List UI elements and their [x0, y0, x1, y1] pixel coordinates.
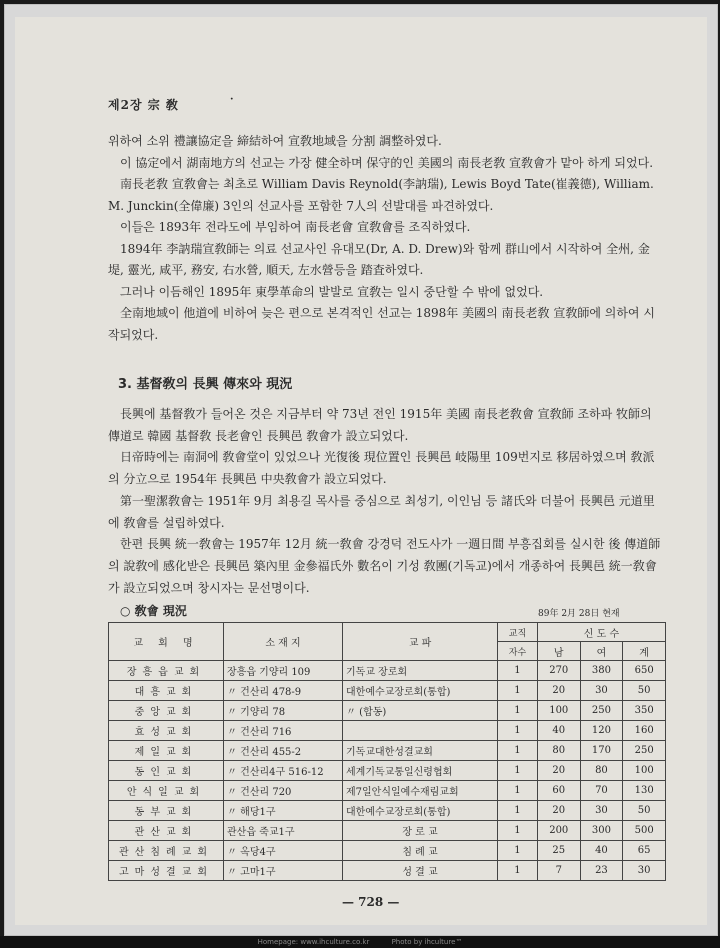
cell-total: 500 — [623, 821, 666, 841]
cell-pastors: 1 — [498, 801, 538, 821]
table-row — [109, 861, 666, 881]
cell-male: 25 — [537, 841, 580, 861]
cell-name: 관산침례교회 — [109, 841, 224, 861]
cell-pastors: 1 — [498, 721, 538, 741]
paragraph: 日帝時에는 南洞에 敎會堂이 있었으나 光復後 現位置인 長興邑 岐陽里 109번지로 移居하였으며 敎派의 分立으로 1954年 長興邑 中央敎會가 設立되었다. — [108, 450, 655, 487]
cell-female: 23 — [580, 861, 623, 881]
cell-male: 40 — [537, 721, 580, 741]
cell-female: 250 — [580, 701, 623, 721]
cell-male: 270 — [537, 661, 580, 681]
cell-total: 250 — [623, 741, 666, 761]
cell-total: 65 — [623, 841, 666, 861]
cell-pastors: 1 — [498, 681, 538, 701]
paragraph: 1894年 李訥瑞宣敎師는 의료 선교사인 유대모(Dr, A. D. Drew)와 함께 群山에서 시작하여 全州, 金堤, 靈光, 咸平, 務安, 右水營, 順天, 左水營등을 踏査하였다. — [108, 241, 650, 277]
table-row — [109, 801, 666, 821]
cell-name: 제일교회 — [109, 741, 224, 761]
cell-location: 관산읍 죽교1구 — [224, 821, 343, 841]
cell-female: 170 — [580, 741, 623, 761]
credit-bar — [0, 936, 720, 948]
paragraph: 南長老敎 宣敎會는 최초로 William Davis Reynold(李訥瑞), Lewis Boyd Tate(崔義德), William. M. Junckin(全偉廉) 3인의 선교사를 포함한 7人의 선발대를 파견하였다. — [108, 177, 654, 213]
cell-pastors: 1 — [498, 861, 538, 881]
cell-location: 〃 건산리 455-2 — [224, 741, 343, 761]
section-title: 3. 基督敎의 長興 傳來와 現況 — [118, 377, 293, 392]
cell-pastors: 1 — [498, 821, 538, 841]
cell-total: 100 — [623, 761, 666, 781]
header-name: 교 회 명 — [109, 623, 224, 661]
paragraph: 第一聖潔敎會는 1951年 9月 최용길 목사를 중심으로 최성기, 이인님 등 諸氏와 더불어 長興邑 元道里에 敎會를 설립하였다. — [108, 493, 655, 530]
table-date: 89年 2月 28日 현재 — [538, 609, 620, 619]
cell-denomination: 기독교 장로회 — [343, 661, 498, 681]
cell-denomination: 〃 (합동) — [343, 701, 498, 721]
cell-location: 〃 고마1구 — [224, 861, 343, 881]
cell-denomination: 성 결 교 — [343, 861, 498, 881]
cell-name: 중앙교회 — [109, 701, 224, 721]
paragraph: 위하여 소위 禮讓協定을 締結하여 宣敎地域을 分割 調整하였다. — [108, 134, 442, 148]
cell-total: 160 — [623, 721, 666, 741]
cell-female: 70 — [580, 781, 623, 801]
header-female: 여 — [580, 642, 623, 661]
cell-denomination: 기독교대한성결교회 — [343, 741, 498, 761]
cell-female: 30 — [580, 681, 623, 701]
table-row — [109, 741, 666, 761]
cell-name: 대흥교회 — [109, 681, 224, 701]
cell-total: 50 — [623, 801, 666, 821]
paragraph: 全南地域이 他道에 비하여 늦은 편으로 본격적인 선교는 1898年 美國의 南長老敎 宣敎師에 의하여 시작되었다. — [108, 306, 655, 342]
cell-total: 350 — [623, 701, 666, 721]
header-location: 소 재 지 — [224, 623, 343, 661]
cell-location: 〃 건산리 716 — [224, 721, 343, 741]
table-row — [109, 841, 666, 861]
cell-pastors: 1 — [498, 781, 538, 801]
paragraph: 그러나 이듬해인 1895年 東學革命의 발발로 宣敎는 일시 중단할 수 밖에 없었다. — [120, 284, 544, 299]
table-row — [109, 821, 666, 841]
header-denomination: 교 파 — [343, 623, 498, 661]
cell-female: 120 — [580, 721, 623, 741]
cell-total: 130 — [623, 781, 666, 801]
cell-name: 장흥읍교회 — [109, 661, 224, 681]
table-title: ○ 敎會 現況 — [120, 604, 187, 618]
cell-pastors: 1 — [498, 661, 538, 681]
cell-pastors: 1 — [498, 841, 538, 861]
cell-male: 100 — [537, 701, 580, 721]
cell-location: 〃 건산리 720 — [224, 781, 343, 801]
paragraph: 長興에 基督敎가 들어온 것은 지금부터 약 73년 전인 1915年 美國 南長老敎會 宣敎師 조하파 牧師의 傳道로 韓國 基督敎 長老會인 長興邑 敎會가 設立되었다. — [108, 407, 652, 443]
paragraph: 이 協定에서 湖南地方의 선교는 가장 健全하며 保守的인 美國의 南長老敎 宣敎會가 맡아 하게 되었다. — [120, 155, 654, 170]
cell-female: 380 — [580, 661, 623, 681]
church-table — [108, 622, 666, 881]
cell-location: 〃 건산리 478-9 — [224, 681, 343, 701]
cell-name: 관산교회 — [109, 821, 224, 841]
chapter-header — [108, 94, 235, 113]
cell-denomination: 대한예수교장로회(통합) — [343, 801, 498, 821]
cell-name: 동인교회 — [109, 761, 224, 781]
cell-female: 30 — [580, 801, 623, 821]
header-pastors-bottom: 자수 — [498, 642, 538, 661]
homepage-credit: Homepage: www.ihculture.co.kr — [257, 938, 370, 946]
cell-pastors: 1 — [498, 741, 538, 761]
cell-denomination: 제7일안식일예수재림교회 — [343, 781, 498, 801]
cell-name: 안식일교회 — [109, 781, 224, 801]
cell-pastors: 1 — [498, 761, 538, 781]
cell-female: 300 — [580, 821, 623, 841]
cell-denomination: 침 례 교 — [343, 841, 498, 861]
page-number: — 728 — — [342, 895, 400, 909]
photo-credit: Photo by ihculture™ — [391, 938, 463, 946]
cell-name: 고마성결교회 — [109, 861, 224, 881]
cell-male: 60 — [537, 781, 580, 801]
cell-female: 80 — [580, 761, 623, 781]
table-row — [109, 701, 666, 721]
header-male: 남 — [537, 642, 580, 661]
cell-pastors: 1 — [498, 701, 538, 721]
cell-denomination: 대한예수교장로회(통합) — [343, 681, 498, 701]
cell-male: 20 — [537, 761, 580, 781]
header-members: 신 도 수 — [537, 623, 665, 642]
table-row — [109, 681, 666, 701]
paragraph: 한편 長興 統一敎會는 1957年 12月 統一敎會 강경덕 전도사가 一週日間 부흥집회를 실시한 後 傳道師의 說敎에 感化받은 長興邑 築內里 金參福氏外 數名이 기성 敎團(기독교)에서 개종하여 長興邑 統一敎會가 設立되었으며 창시자는 문선명이다. — [108, 537, 661, 595]
cell-name: 동부교회 — [109, 801, 224, 821]
table-row — [109, 781, 666, 801]
body-section-2 — [108, 404, 664, 599]
table-row — [109, 661, 666, 681]
paragraph: 이들은 1893年 전라도에 부임하여 南長老會 宣敎會를 조직하였다. — [120, 220, 471, 234]
body-section-1 — [108, 131, 664, 346]
cell-location: 장흥읍 기양리 109 — [224, 661, 343, 681]
header-dot: · — [230, 94, 235, 105]
table-row — [109, 721, 666, 741]
cell-location: 〃 해당1구 — [224, 801, 343, 821]
cell-name: 효성교회 — [109, 721, 224, 741]
table-row — [109, 761, 666, 781]
cell-female: 40 — [580, 841, 623, 861]
cell-total: 30 — [623, 861, 666, 881]
header-pastors-top: 교직 — [498, 623, 538, 642]
cell-male: 200 — [537, 821, 580, 841]
cell-total: 50 — [623, 681, 666, 701]
cell-denomination: 장 로 교 — [343, 821, 498, 841]
chapter-title: 제2장 宗 敎 — [108, 98, 179, 112]
cell-location: 〃 건산리4구 516-12 — [224, 761, 343, 781]
cell-male: 20 — [537, 801, 580, 821]
cell-location: 〃 기양리 78 — [224, 701, 343, 721]
cell-male: 7 — [537, 861, 580, 881]
cell-male: 20 — [537, 681, 580, 701]
header-total: 계 — [623, 642, 666, 661]
cell-total: 650 — [623, 661, 666, 681]
cell-denomination — [343, 721, 498, 741]
cell-denomination: 세계기독교통일신령협회 — [343, 761, 498, 781]
cell-location: 〃 옥당4구 — [224, 841, 343, 861]
cell-male: 80 — [537, 741, 580, 761]
